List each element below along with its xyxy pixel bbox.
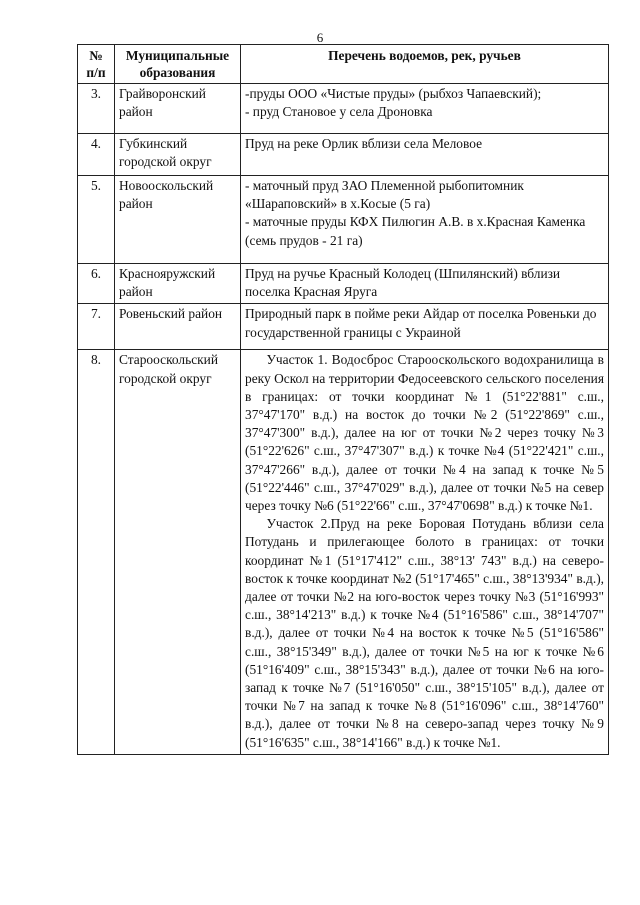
municipality-cell: Старооскольский городской округ — [115, 350, 241, 754]
water-list-cell — [241, 84, 609, 134]
table-row — [78, 264, 609, 304]
water-list-cell — [241, 264, 609, 304]
header-num-line1: № — [89, 48, 103, 63]
table-row — [78, 304, 609, 350]
water-bodies-table — [77, 44, 609, 755]
list-item: Пруд на реке Орлик вблизи села Меловое — [245, 136, 483, 151]
list-item: -пруды ООО «Чистые пруды» (рыбхоз Чапаевский); — [245, 86, 542, 101]
row-number: 7. — [78, 304, 115, 350]
header-municipality-line2: образования — [139, 65, 216, 80]
list-item: Природный парк в пойме реки Айдар от поселка Ровеньки до государственной границы с Украиной — [245, 306, 597, 340]
list-item: - пруд Становое у села Дроновка — [245, 104, 433, 120]
municipality-cell: Губкинский городской округ — [115, 134, 241, 176]
header-list: Перечень водоемов, рек, ручьев — [241, 45, 609, 84]
list-item: - маточные пруды КФХ Пилюгин А.В. в х.Красная Каменка (семь прудов - 21 га) — [245, 214, 586, 248]
list-item: - маточный пруд ЗАО Племенной рыбопитомник «Шараповский» в х.Косые (5 га) — [245, 178, 524, 212]
water-list-cell — [241, 176, 609, 264]
page-number: 6 — [316, 30, 324, 45]
table-header-row — [78, 45, 609, 84]
municipality-cell: Новооскольский район — [115, 176, 241, 264]
row-number: 4. — [78, 134, 115, 176]
municipality-cell: Грайворонский район — [115, 84, 241, 134]
section-paragraph: Участок 1. Водосброс Старооскольского водохранилища в реку Оскол на территории Федосеевского сельского поселения в границах: от точки координат №1 (51°22'881" с.ш., 37°47'170" в.д.) на восток до точки №2 (51°22'869" с.ш., 37°47'300" в.д.), далее на юг от точки №2 через точку №3 (51°22'626" с.ш., 37°47'307" в.д.) к точке №4 (51°22'421" с.ш., 37°47'266" в.д.), далее от точки №4 на запад к точке №5 (51°22'446" с.ш., 37°47'029" в.д.), далее от точки №5 на север через точку №6 (51°22'66" с.ш., 37°47'0698" в.д.) к точке №1. — [245, 352, 604, 514]
header-num — [78, 45, 115, 84]
water-list-cell — [241, 350, 609, 754]
municipality-cell: Ровеньский район — [115, 304, 241, 350]
header-num-line2: п/п — [86, 65, 106, 80]
table-row — [78, 176, 609, 264]
row-number: 3. — [78, 84, 115, 134]
water-list-cell — [241, 304, 609, 350]
row-number: 5. — [78, 176, 115, 264]
table-row — [78, 84, 609, 134]
list-item: Пруд на ручье Красный Колодец (Шпилянский) вблизи поселка Красная Яруга — [245, 266, 561, 300]
table-row — [78, 350, 609, 754]
header-municipality — [115, 45, 241, 84]
header-municipality-line1: Муниципальные — [125, 48, 230, 63]
row-number: 8. — [78, 350, 115, 754]
section-paragraph: Участок 2.Пруд на реке Боровая Потудань вблизи села Потудань и прилегающее болото в границах: от точки координат №1 (51°17'412" с.ш., 38°13' 743" в.д.) на северо-восток к точке координат №2 (51°17'465" с.ш., 38°13'934" в.д.), далее от точки №2 на юго-восток через точку №3 (51°16'993" с.ш., 38°14'213" в.д.) к точке №4 (51°16'586" с.ш., 38°14'707" в.д.), далее от точки №4 на восток к точке №5 (51°16'586" с.ш., 38°15'349" в.д.), далее от точки №5 на юг к точке №6 (51°16'409" с.ш., 38°15'343" в.д.), далее от точки №6 на юго-запад к точке №7 (51°16'050" с.ш., 38°15'105" в.д.), далее от точки №7 на запад к точке №8 (51°16'096" с.ш., 38°14'760" в.д.), далее от точки №8 на северо-запад через точку №9 (51°16'635" с.ш., 38°14'166" в.д.) к точке №1. — [245, 516, 604, 750]
table-row — [78, 134, 609, 176]
row-number: 6. — [78, 264, 115, 304]
water-list-cell — [241, 134, 609, 176]
municipality-cell: Краснояружский район — [115, 264, 241, 304]
